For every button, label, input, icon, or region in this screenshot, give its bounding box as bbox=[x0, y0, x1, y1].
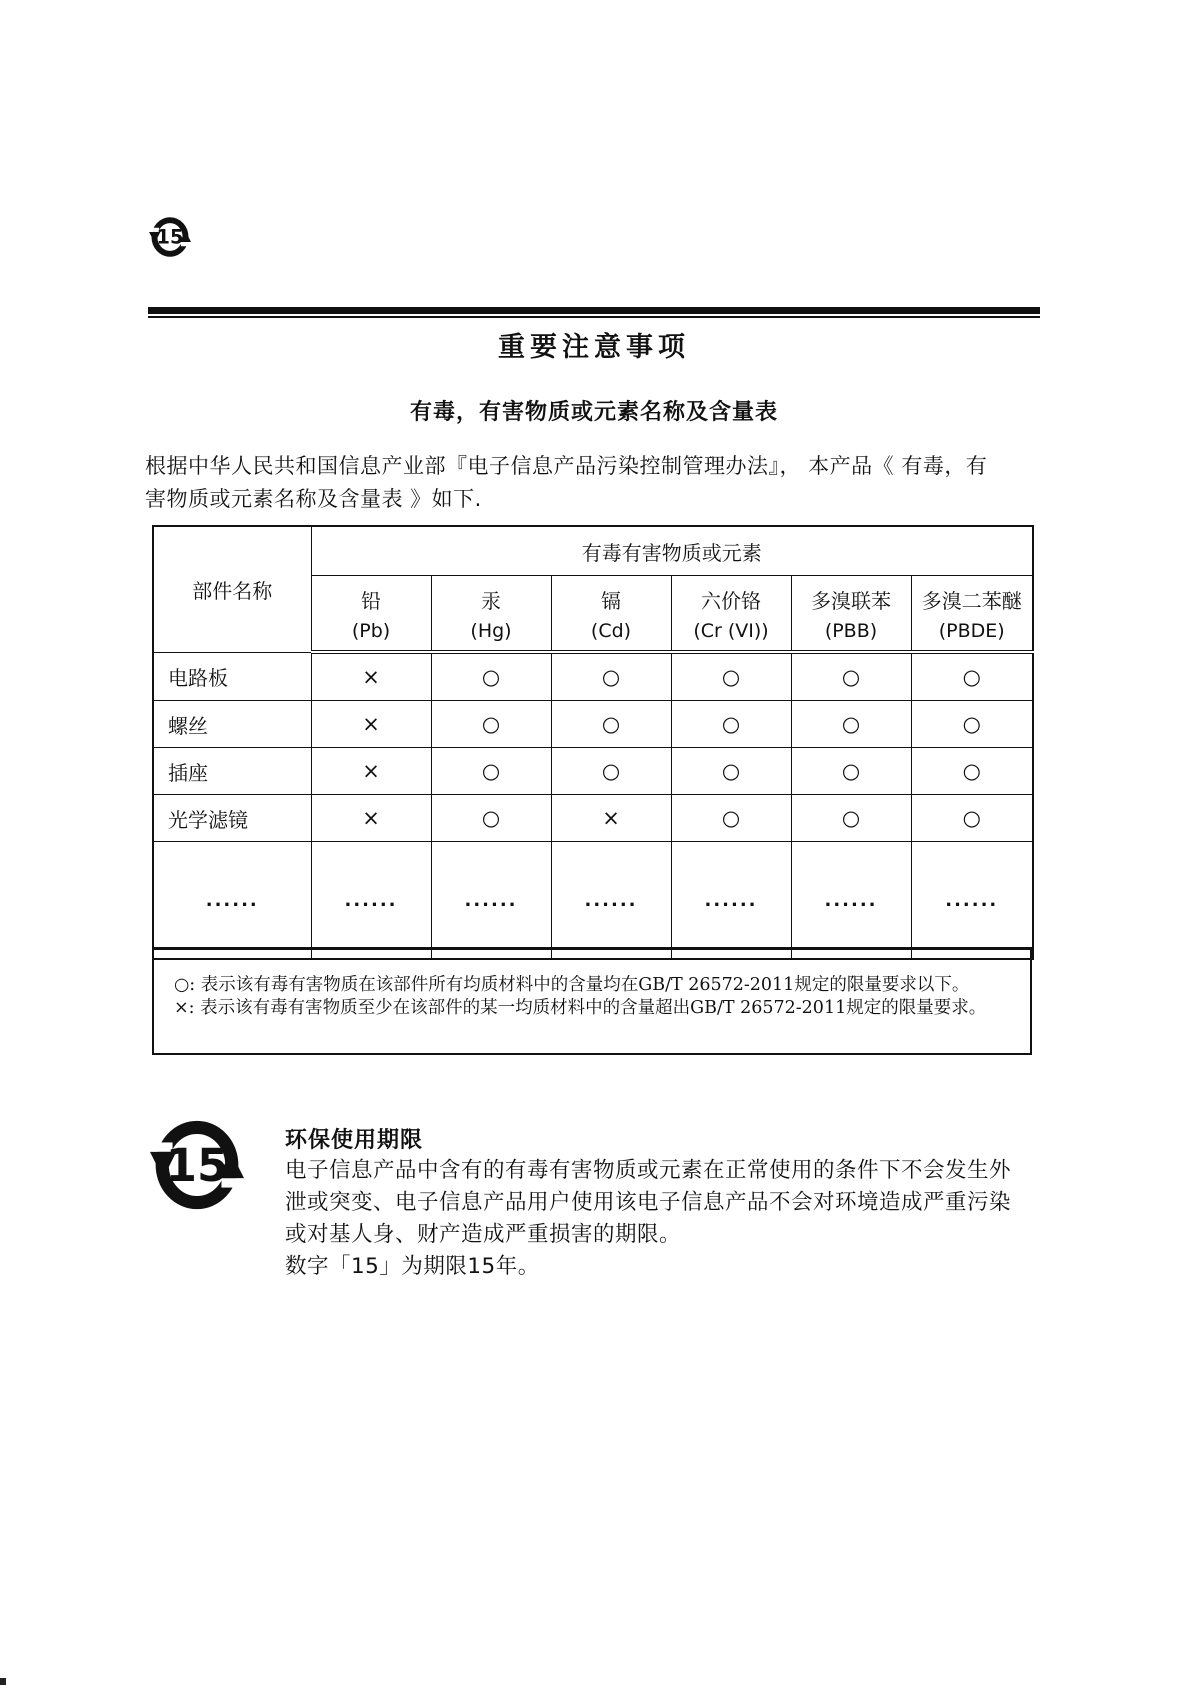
mark-cell: ○ bbox=[431, 748, 551, 795]
scan-artifact-speck bbox=[0, 1678, 6, 1685]
mark-cell: × bbox=[311, 748, 431, 795]
mark-cell: ○ bbox=[911, 652, 1033, 701]
substance-name: 镉 bbox=[601, 588, 621, 613]
table-row bbox=[153, 748, 1033, 795]
page-title: 重要注意事项 bbox=[498, 332, 690, 363]
epup-line-3: 或对基人身、财产造成严重损害的期限。 bbox=[285, 1222, 682, 1247]
legend-note-cross: ×: 表示该有毒有害物质至少在该部件的某一均质材料中的含量超出GB/T 26572-2011规定的限量要求。 bbox=[174, 998, 987, 1018]
substance-header-cell bbox=[551, 576, 671, 653]
mark-cell: ○ bbox=[671, 701, 791, 748]
substance-symbol: (Hg) bbox=[470, 619, 512, 642]
mark-cell: ...... bbox=[911, 842, 1033, 960]
substance-header-cell bbox=[671, 576, 791, 653]
epup-heading: 环保使用期限 bbox=[285, 1128, 424, 1153]
table-row bbox=[153, 652, 1033, 701]
substance-symbol: (Cr (VI)) bbox=[693, 619, 769, 642]
mark-cell: × bbox=[551, 795, 671, 842]
mark-cell: ...... bbox=[671, 842, 791, 960]
section-divider-rule bbox=[148, 307, 1040, 319]
mark-cell: ...... bbox=[431, 842, 551, 960]
legend-notes-box bbox=[152, 947, 1032, 1055]
group-header-cell: 有毒有害物质或元素 bbox=[311, 526, 1033, 576]
mark-cell: ○ bbox=[911, 795, 1033, 842]
table-group-header-row bbox=[153, 526, 1033, 576]
substance-symbol: (Cd) bbox=[590, 619, 632, 642]
intro-line-1: 根据中华人民共和国信息产业部『电子信息产品污染控制管理办法』， 本产品《 有毒，有 bbox=[145, 454, 988, 478]
intro-line-2: 害物质或元素名称及含量表 》如下. bbox=[145, 487, 482, 511]
mark-cell: × bbox=[311, 701, 431, 748]
svg-text:15: 15 bbox=[156, 225, 184, 249]
mark-cell: ○ bbox=[671, 652, 791, 701]
substance-name: 多溴联苯 bbox=[811, 588, 891, 613]
intro-paragraph bbox=[145, 450, 1050, 516]
part-name-cell: 电路板 bbox=[153, 652, 311, 701]
epup-line-4: 数字「15」为期限15年。 bbox=[285, 1254, 540, 1279]
table-row bbox=[153, 701, 1033, 748]
substance-header-cell bbox=[431, 576, 551, 653]
mark-cell: ○ bbox=[431, 795, 551, 842]
substance-name: 铅 bbox=[361, 588, 381, 613]
corner-header-cell: 部件名称 bbox=[153, 526, 311, 652]
recycle-15-logo bbox=[150, 1114, 244, 1216]
mark-cell: ○ bbox=[431, 701, 551, 748]
mark-cell: ○ bbox=[791, 795, 911, 842]
mark-cell: ○ bbox=[431, 652, 551, 701]
substance-name: 汞 bbox=[481, 588, 501, 613]
mark-cell: ○ bbox=[911, 701, 1033, 748]
epup-line-1: 电子信息产品中含有的有毒有害物质或元素在正常使用的条件下不会发生外 bbox=[285, 1158, 1012, 1183]
mark-cell: ○ bbox=[791, 652, 911, 701]
mark-cell: ...... bbox=[551, 842, 671, 960]
epup-line-2: 泄或突变、电子信息产品用户使用该电子信息产品不会对环境造成严重污染 bbox=[285, 1190, 1012, 1215]
substance-symbol: (PBDE) bbox=[938, 619, 1005, 642]
mark-cell: ○ bbox=[551, 701, 671, 748]
substance-symbol: (PBB) bbox=[824, 619, 878, 642]
mark-cell: ○ bbox=[671, 795, 791, 842]
table-row bbox=[153, 795, 1033, 842]
mark-cell: ○ bbox=[671, 748, 791, 795]
mark-cell: × bbox=[311, 795, 431, 842]
mark-cell: ○ bbox=[791, 701, 911, 748]
mark-cell: ○ bbox=[551, 652, 671, 701]
recycle-15-icon bbox=[149, 215, 191, 259]
mark-cell: ○ bbox=[551, 748, 671, 795]
substance-name: 多溴二苯醚 bbox=[921, 588, 1022, 613]
substance-name: 六价铬 bbox=[701, 588, 761, 613]
substance-header-cell bbox=[911, 576, 1033, 653]
substance-header-cell bbox=[791, 576, 911, 653]
mark-cell: ○ bbox=[911, 748, 1033, 795]
page-subtitle: 有毒，有害物质或元素名称及含量表 bbox=[409, 400, 778, 425]
part-name-cell: ...... bbox=[153, 842, 311, 960]
epup-paragraph bbox=[285, 1155, 1075, 1283]
mark-cell: ...... bbox=[311, 842, 431, 960]
mark-cell: × bbox=[311, 652, 431, 701]
table-row-ellipsis bbox=[153, 842, 1033, 960]
mark-cell: ○ bbox=[791, 748, 911, 795]
part-name-cell: 螺丝 bbox=[153, 701, 311, 748]
substance-symbol: (Pb) bbox=[351, 619, 391, 642]
legend-note-circle: ○: 表示该有毒有害物质在该部件所有均质材料中的含量均在GB/T 26572-2011规定的限量要求以下。 bbox=[174, 975, 970, 995]
svg-text:15: 15 bbox=[165, 1138, 229, 1192]
hazardous-substances-table bbox=[152, 525, 1034, 960]
substance-header-cell bbox=[311, 576, 431, 653]
part-name-cell: 光学滤镜 bbox=[153, 795, 311, 842]
part-name-cell: 插座 bbox=[153, 748, 311, 795]
mark-cell: ...... bbox=[791, 842, 911, 960]
